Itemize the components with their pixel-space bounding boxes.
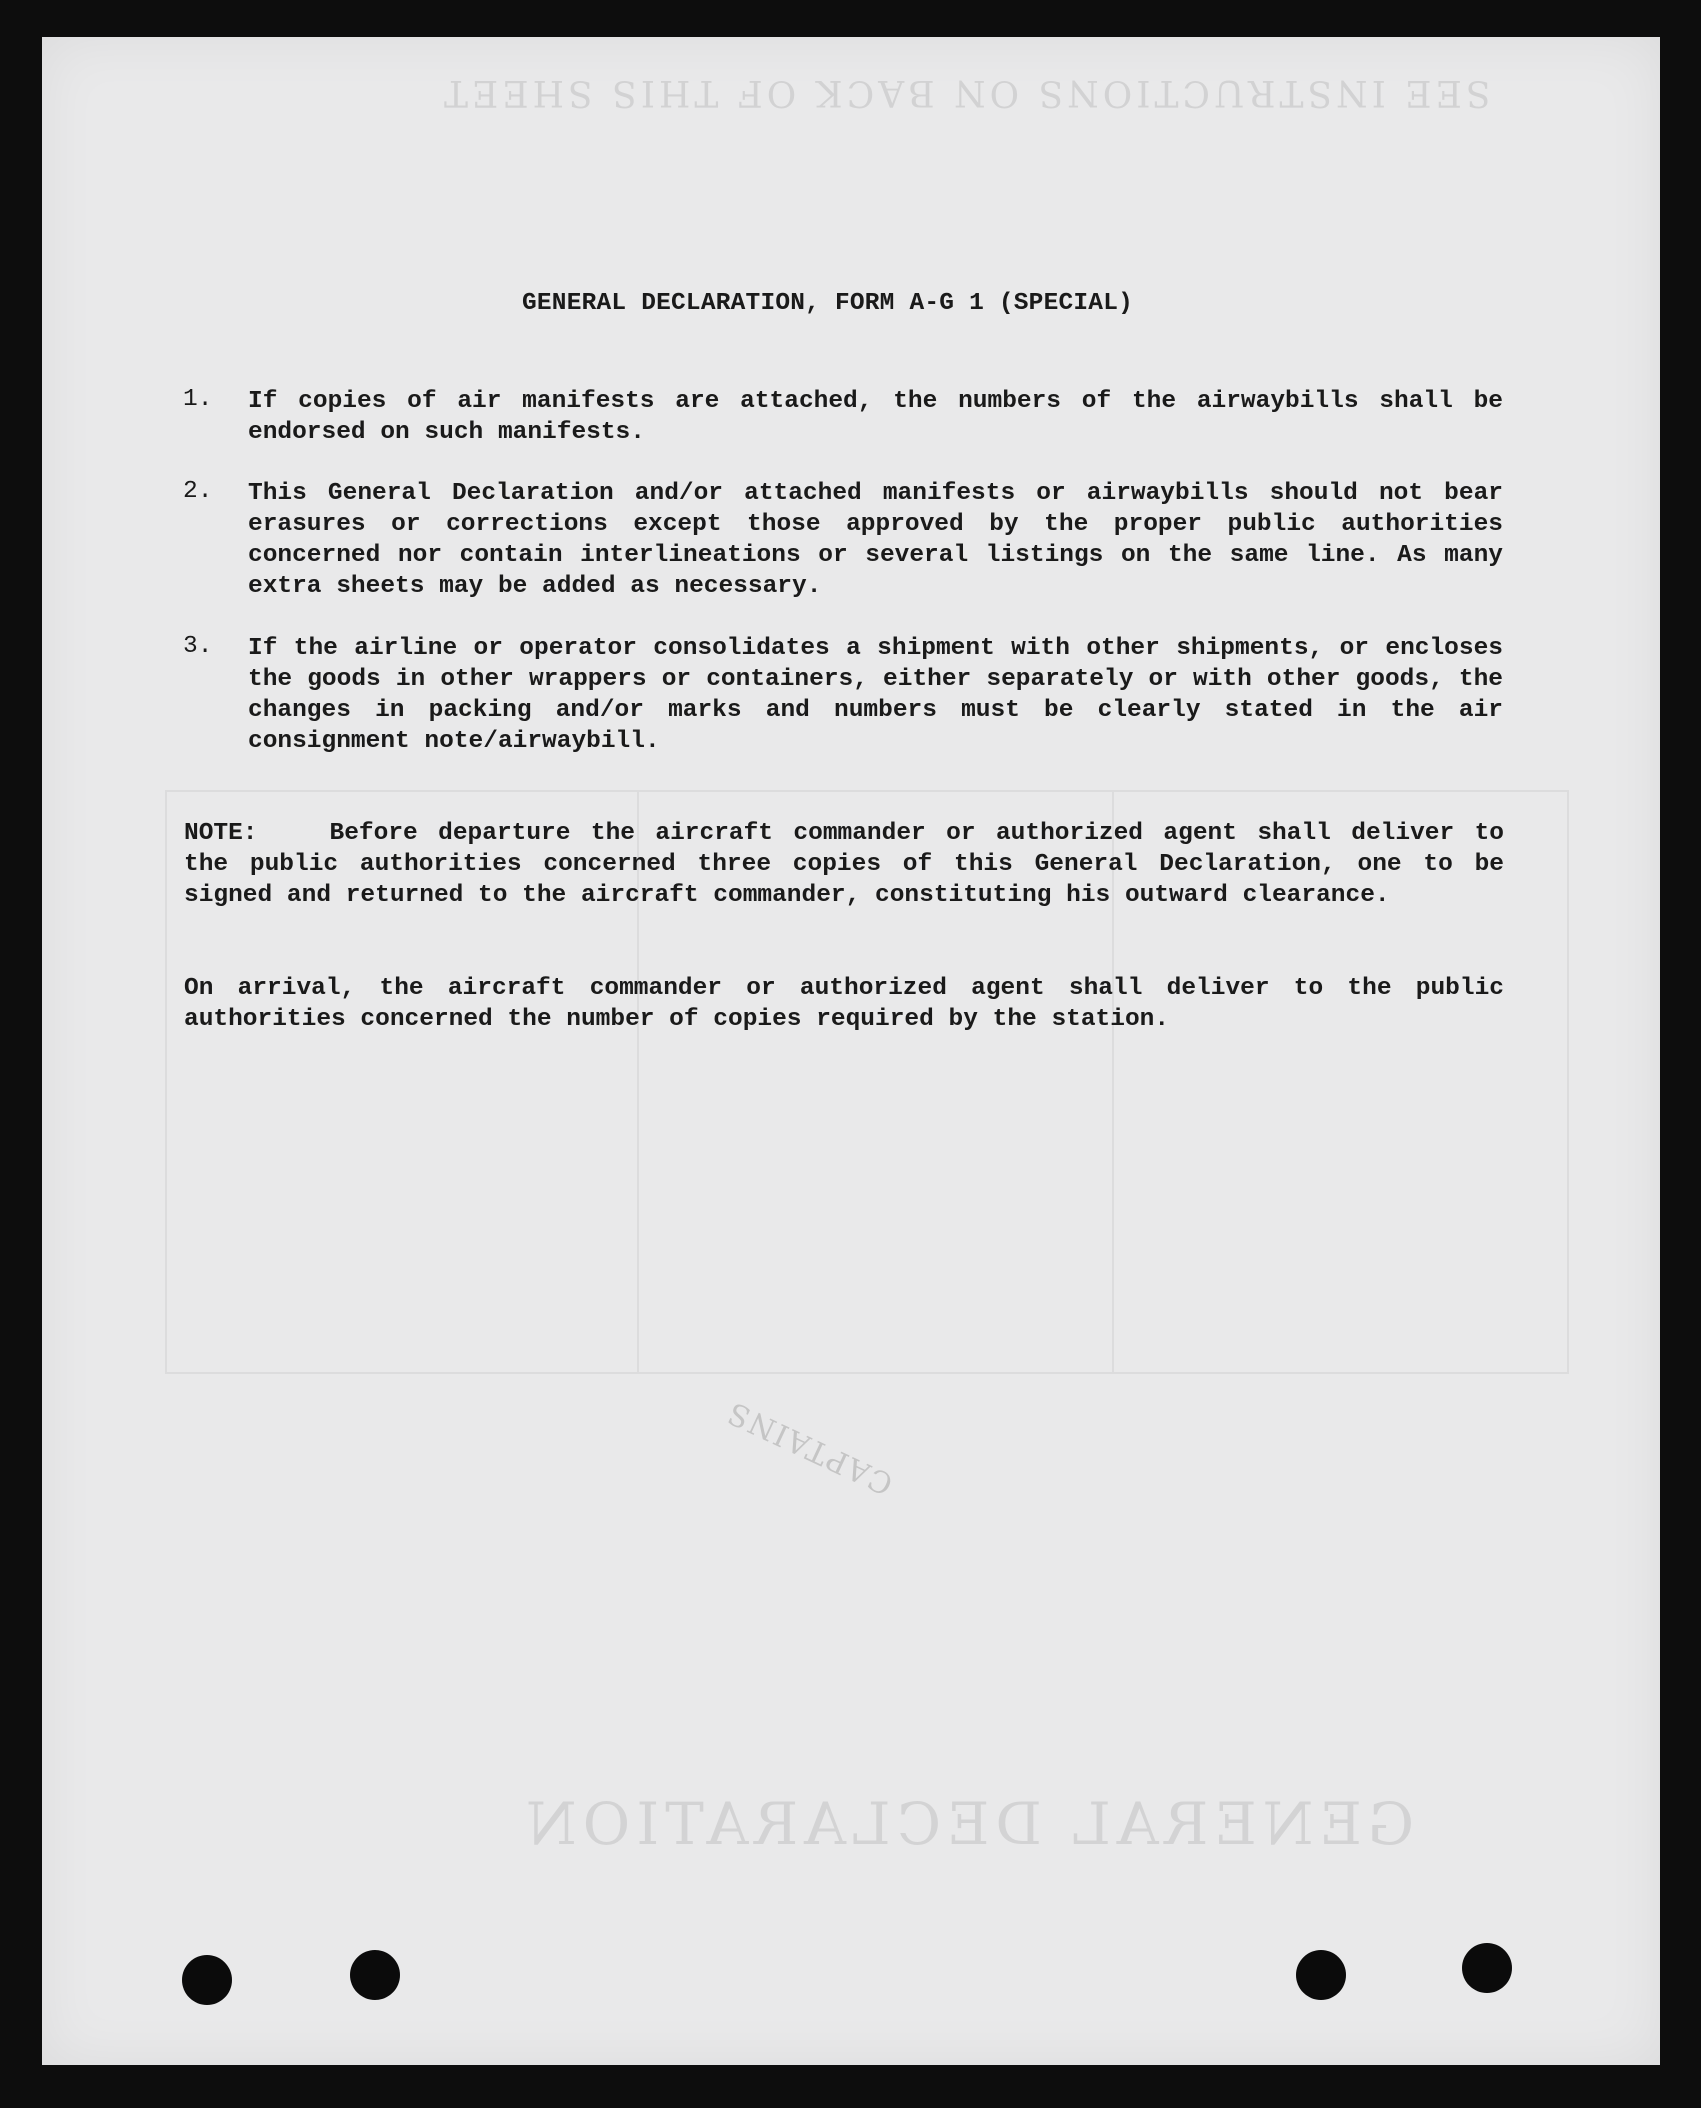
item-text: This General Declaration and/or attached manifests or airwaybills should not bear erasures or corrections except those approved by the proper public authorities concerned nor contain interlineations or several listings on the same line. As many extra sheets may be added as necessary. — [248, 480, 1503, 600]
arrival-paragraph: On arrival, the aircraft commander or authorized agent shall deliver to the public authorities concerned the number of copies required by the station. — [184, 975, 1504, 1033]
punch-hole — [1462, 1943, 1512, 1993]
page-title: GENERAL DECLARATION, FORM A-G 1 (SPECIAL) — [522, 290, 1133, 317]
item-text: If copies of air manifests are attached, the numbers of the airwaybills shall be endorsed on such manifests. — [248, 388, 1503, 446]
punch-hole — [1296, 1950, 1346, 2000]
item-number: 3. — [183, 633, 213, 660]
note-label: NOTE: — [184, 820, 258, 847]
punch-hole — [182, 1955, 232, 2005]
punch-hole — [350, 1950, 400, 2000]
item-number: 1. — [183, 386, 213, 413]
item-text: If the airline or operator consolidates a shipment with other shipments, or encloses the goods in other wrappers or containers, either separately or with other goods, the changes in packing and/or marks and numbers must be clearly stated in the air consignment note/airwaybill. — [248, 635, 1503, 755]
bleed-through-stamp: CAPTAINS — [721, 1393, 899, 1502]
item-number: 2. — [183, 478, 213, 505]
note-paragraph — [184, 818, 1504, 911]
note-text: Before departure the aircraft commander or authorized agent shall deliver to the public authorities concerned three copies of this General Declaration, one to be signed and returned to the aircraft commander, constituting his outward clearance. — [184, 820, 1504, 909]
